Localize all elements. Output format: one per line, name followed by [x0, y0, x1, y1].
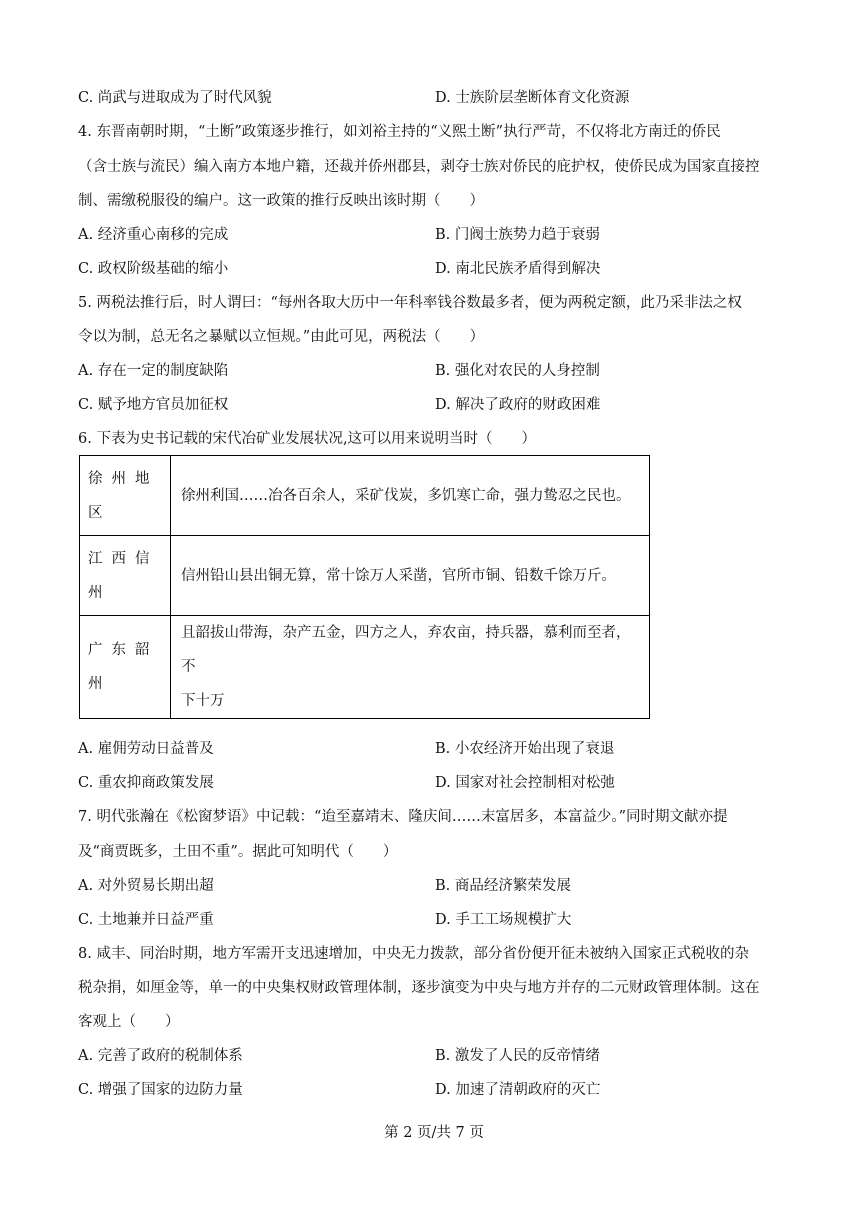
- q5-option-b: B. 强化对农民的人身控制: [435, 363, 600, 379]
- q7-stem-line-2: 及“商贾既多，土田不重”。据此可知明代（ ）: [78, 844, 398, 860]
- q5-stem-line-1: 5. 两税法推行后，时人谓曰：“每州各取大历中一年科率钱谷数最多者，便为两税定额，此乃采非法之权: [78, 295, 742, 311]
- table-region-cell: [80, 616, 171, 719]
- q4-option-b: B. 门阀士族势力趋于衰弱: [435, 227, 600, 243]
- q6-stem-line-1: 6. 下表为史书记载的宋代冶矿业发展状况,这可以用来说明当时（ ）: [78, 431, 537, 447]
- region-label-line-2: 州: [88, 676, 112, 692]
- q4-stem-line-1: 4. 东晋南朝时期，“土断”政策逐步推行，如刘裕主持的“义熙土断”执行严苛，不仅将北方南迁的侨民: [78, 124, 721, 140]
- region-label-line-1: 徐州地: [88, 470, 159, 487]
- q4-option-c: C. 政权阶级基础的缩小: [78, 261, 229, 277]
- q8-stem-line-1: 8. 咸丰、同治时期，地方军需开支迅速增加，中央无力拨款，部分省份便开征未被纳入国家正式税收的杂: [78, 946, 749, 962]
- q4-option-a: A. 经济重心南移的完成: [78, 227, 229, 243]
- region-label-line-2: 州: [88, 584, 112, 601]
- q8-option-d: D. 加速了清朝政府的灭亡: [435, 1082, 601, 1098]
- table-row: [80, 456, 650, 536]
- table-desc-cell: 徐州利国……冶各百余人，采矿伐炭，多饥寒亡命，强力鸷忍之民也。: [171, 456, 650, 536]
- table-row: [80, 536, 650, 616]
- table-row: [80, 616, 650, 719]
- page-footer: 第 2 页/共 7 页: [384, 1125, 484, 1141]
- q8-stem-line-3: 客观上（ ）: [78, 1014, 180, 1030]
- table-region-cell: [80, 456, 171, 536]
- q4-stem-line-2: （含士族与流民）编入南方本地户籍，还裁并侨州郡县，剥夺士族对侨民的庇护权，使侨民成为国家直接控: [78, 159, 760, 175]
- table-desc-cell: 信州铅山县出铜无算，常十馀万人采凿，官所市铜、铅数千馀万斤。: [171, 536, 650, 616]
- mining-table: [79, 455, 650, 719]
- table-desc-cell: [171, 616, 650, 719]
- q3-option-c: C. 尚武与进取成为了时代风貌: [78, 90, 272, 106]
- q5-option-c: C. 赋予地方官员加征权: [78, 397, 229, 413]
- q7-option-a: A. 对外贸易长期出超: [78, 878, 214, 894]
- q5-stem-line-2: 令以为制，总无名之暴赋以立恒规。”由此可见，两税法（ ）: [78, 329, 485, 345]
- q4-option-d: D. 南北民族矛盾得到解决: [435, 261, 601, 277]
- desc-line-1: 且韶拔山带海，杂产五金，四方之人，弃农亩，持兵器，慕利而至者，不: [181, 625, 631, 675]
- q6-option-c: C. 重农抑商政策发展: [78, 775, 214, 791]
- q5-option-d: D. 解决了政府的财政困难: [435, 397, 601, 413]
- q7-option-c: C. 土地兼并日益严重: [78, 912, 214, 928]
- q6-option-b: B. 小农经济开始出现了衰退: [435, 741, 615, 757]
- q8-option-b: B. 激发了人民的反帝情绪: [435, 1048, 600, 1064]
- region-label-line-1: 江西信: [88, 550, 159, 567]
- table-region-cell: [80, 536, 171, 616]
- q7-option-b: B. 商品经济繁荣发展: [435, 878, 571, 894]
- q8-option-a: A. 完善了政府的税制体系: [78, 1048, 243, 1064]
- q4-stem-line-3: 制、需缴税服役的编户。这一政策的推行反映出该时期（ ）: [78, 193, 484, 209]
- region-label-line-2: 区: [88, 504, 112, 521]
- region-label-line-1: 广东韶: [88, 642, 159, 658]
- q7-stem-line-1: 7. 明代张瀚在《松窗梦语》中记载：“迨至嘉靖末、隆庆间……末富居多，本富益少。”同时期文献亦提: [78, 809, 728, 825]
- q5-option-a: A. 存在一定的制度缺陷: [78, 363, 229, 379]
- q8-option-c: C. 增强了国家的边防力量: [78, 1082, 243, 1098]
- q7-option-d: D. 手工工场规模扩大: [435, 912, 572, 928]
- q3-option-d: D. 士族阶层垄断体育文化资源: [435, 90, 630, 106]
- q6-option-d: D. 国家对社会控制相对松弛: [435, 775, 615, 791]
- q6-option-a: A. 雇佣劳动日益普及: [78, 741, 214, 757]
- desc-line-2: 下十万: [181, 693, 225, 709]
- q8-stem-line-2: 税杂捐，如厘金等，单一的中央集权财政管理体制，逐步演变为中央与地方并存的二元财政管理体制。这在: [78, 980, 760, 996]
